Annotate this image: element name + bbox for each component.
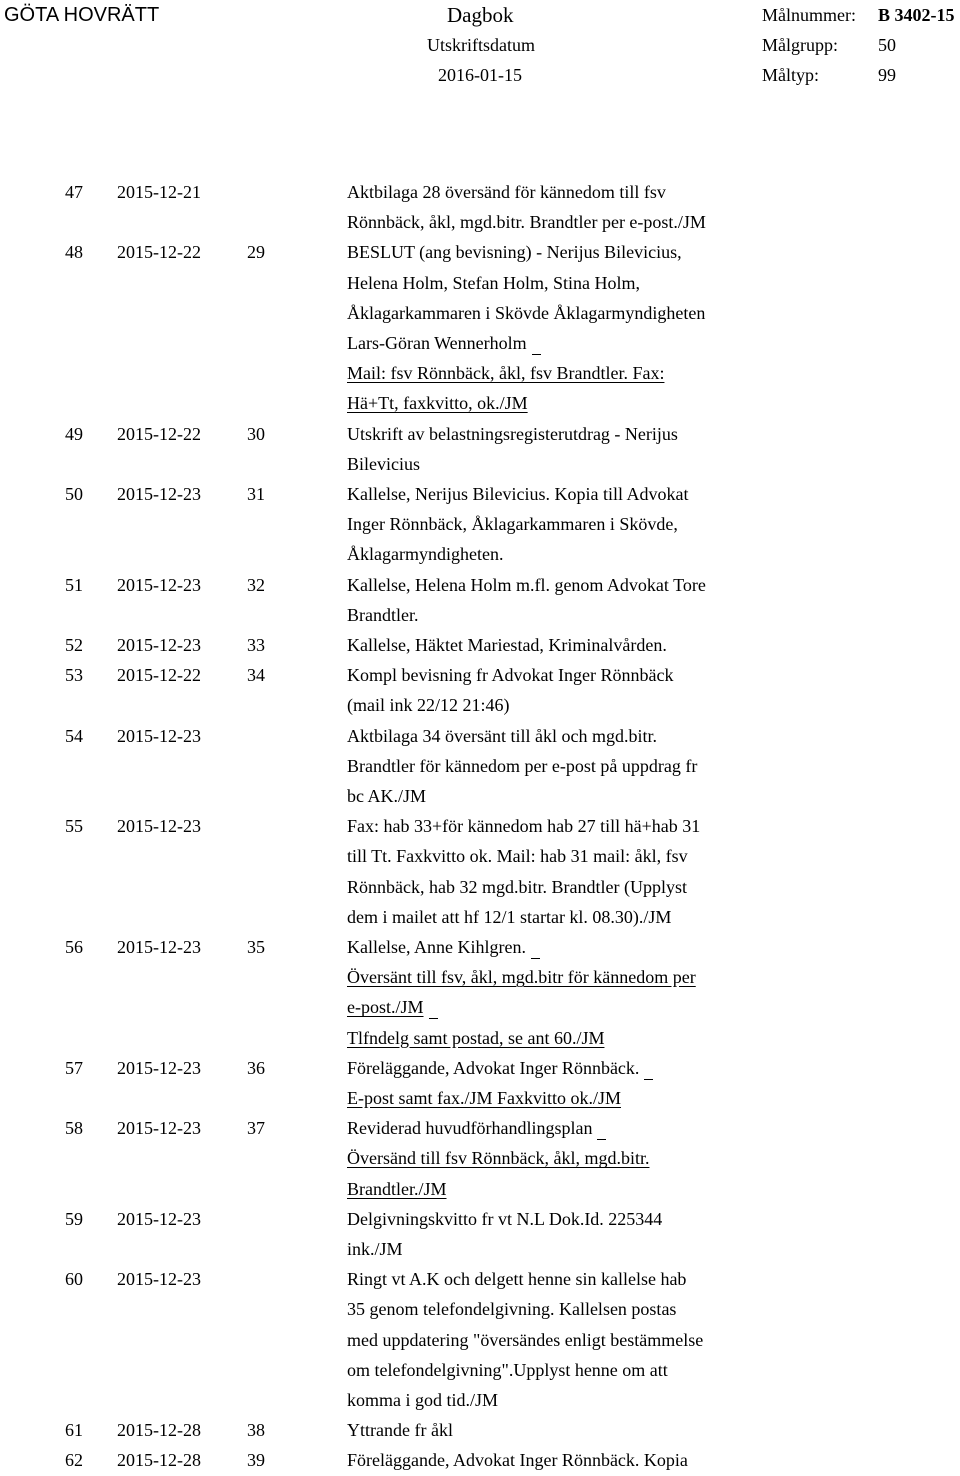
entry-number: 54 — [65, 725, 83, 746]
entry-number: 57 — [65, 1057, 83, 1078]
underline-mark — [429, 1018, 438, 1019]
entry-text-line — [347, 936, 540, 959]
entry-text: Översänt till fsv, åkl, mgd.bitr för kännedom per — [347, 967, 696, 988]
entry-date: 2015-12-23 — [117, 1208, 201, 1229]
entry-number: 62 — [65, 1450, 83, 1471]
entry-text: Kallelse, Nerijus Bilevicius. Kopia till Advokat — [347, 484, 689, 504]
court-name: GÖTA HOVRÄTT — [4, 4, 160, 26]
entry-exhibit-number: 35 — [247, 937, 265, 957]
entry-date: 2015-12-21 — [117, 182, 201, 202]
entry-text-line — [347, 845, 688, 867]
entry-text-line — [347, 966, 696, 988]
entry-text-line — [347, 392, 528, 414]
entry-text-line — [347, 694, 509, 716]
entry-exhibit-number: 39 — [247, 1450, 265, 1471]
entry-number: 49 — [65, 423, 83, 444]
entry-text-line — [347, 906, 671, 928]
entry-text-line — [347, 634, 667, 656]
entry-text-line — [347, 876, 687, 898]
entry-exhibit-number: 37 — [247, 1118, 265, 1139]
entry-text-line — [347, 423, 678, 445]
entry-text-line — [347, 302, 705, 324]
entry-text-line — [347, 362, 664, 384]
entry-date: 2015-12-23 — [117, 1269, 201, 1290]
case-group-label: Målgrupp: — [762, 35, 838, 55]
entry-text: om telefondelgivning".Upplyst henne om att — [347, 1359, 668, 1380]
entry-text-line — [347, 1087, 621, 1109]
entry-exhibit-number: 33 — [247, 635, 265, 655]
entry-number: 56 — [65, 937, 83, 957]
entry-text-line — [347, 453, 420, 475]
entry-text-line — [347, 1208, 662, 1230]
entry-text: e-post./JM — [347, 997, 424, 1018]
entry-text-line — [347, 1268, 686, 1290]
entry-text: Lars-Göran Wennerholm — [347, 333, 527, 353]
entry-text: ink./JM — [347, 1239, 403, 1259]
underline-mark — [531, 958, 540, 959]
entry-number: 53 — [65, 665, 83, 686]
entry-text-line — [347, 543, 503, 565]
entry-text-line — [347, 211, 706, 233]
entry-text: Rönnbäck, hab 32 mgd.bitr. Brandtler (Upplyst — [347, 876, 687, 897]
entry-text: Yttrande fr åkl — [347, 1420, 453, 1441]
underline-mark — [644, 1079, 653, 1080]
case-type-label: Måltyp: — [762, 65, 819, 85]
entry-text: Ringt vt A.K och delgett henne sin kallelse hab — [347, 1269, 687, 1290]
entry-text: Aktbilaga 34 översänt till åkl och mgd.bitr. — [347, 725, 657, 746]
entry-text: Åklagarmyndigheten. — [347, 544, 504, 565]
entry-text: Bilevicius — [347, 453, 420, 474]
entry-text-line — [347, 785, 426, 807]
entry-text-line — [347, 755, 697, 777]
case-group: 50 — [878, 35, 896, 55]
entry-text: Översänd till fsv Rönnbäck, åkl, mgd.bitr. — [347, 1148, 650, 1169]
entry-date: 2015-12-23 — [117, 816, 201, 837]
entry-exhibit-number: 36 — [247, 1057, 265, 1078]
entry-date: 2015-12-22 — [117, 665, 201, 686]
entry-text-line — [347, 1359, 668, 1381]
entry-text: Rönnbäck, åkl, mgd.bitr. Brandtler per e-post./JM — [347, 212, 706, 233]
entry-text: Tlfndelg samt postad, se ant 60./JM — [347, 1027, 605, 1048]
entry-text: E-post samt fax./JM Faxkvitto ok./JM — [347, 1088, 621, 1108]
entry-date: 2015-12-23 — [117, 484, 201, 504]
entry-text-line — [347, 513, 678, 535]
entry-date: 2015-12-28 — [117, 1420, 201, 1441]
entry-text: Kompl bevisning fr Advokat Inger Rönnbäck — [347, 665, 674, 686]
entry-text-line — [347, 725, 657, 747]
entry-number: 47 — [65, 182, 83, 202]
entry-number: 60 — [65, 1269, 83, 1290]
entry-text-line — [347, 1389, 498, 1411]
printout-date-label: Utskriftsdatum — [427, 35, 535, 55]
entry-number: 51 — [65, 574, 83, 595]
entry-text: komma i god tid./JM — [347, 1390, 499, 1410]
entry-number: 48 — [65, 242, 83, 263]
entry-text-line — [347, 483, 688, 505]
underline-mark — [532, 354, 541, 355]
entry-text: till Tt. Faxkvitto ok. Mail: hab 31 mail: åkl, fsv — [347, 846, 688, 867]
entry-text-line — [347, 604, 418, 626]
entry-date: 2015-12-22 — [117, 242, 201, 263]
entry-text: Kallelse, Häktet Mariestad, Kriminalvården. — [347, 635, 667, 655]
entry-number: 61 — [65, 1420, 83, 1441]
entry-text: Utskrift av belastningsregisterutdrag - Nerijus — [347, 423, 678, 444]
entry-text-line — [347, 332, 541, 355]
entry-exhibit-number: 31 — [247, 484, 265, 504]
entry-number: 58 — [65, 1118, 83, 1139]
entry-text: Helena Holm, Stefan Holm, Stina Holm, — [347, 272, 640, 293]
entry-date: 2015-12-23 — [117, 937, 201, 957]
entry-text-line — [347, 1117, 606, 1140]
entry-number: 59 — [65, 1208, 83, 1229]
entry-text: Brandtler. — [347, 604, 419, 625]
entry-text-line — [347, 272, 640, 294]
entry-text: bc AK./JM — [347, 786, 427, 806]
entry-date: 2015-12-23 — [117, 725, 201, 746]
entry-text-line — [347, 996, 438, 1019]
entry-date: 2015-12-23 — [117, 1118, 201, 1139]
entry-text: Mail: fsv Rönnbäck, åkl, fsv Brandtler. Fax: — [347, 363, 665, 384]
case-number-label: Målnummer: — [762, 5, 856, 25]
entry-text-line — [347, 815, 700, 837]
entry-text: Åklagarkammaren i Skövde Åklagarmyndigheten — [347, 302, 706, 323]
entry-text-line — [347, 1449, 688, 1471]
entry-text: (mail ink 22/12 21:46) — [347, 695, 510, 716]
underline-mark — [597, 1139, 606, 1140]
entry-text: Föreläggande, Advokat Inger Rönnbäck. Kopia — [347, 1450, 688, 1471]
entry-date: 2015-12-22 — [117, 423, 201, 444]
entry-exhibit-number: 30 — [247, 423, 265, 444]
entry-text-line — [347, 1298, 676, 1320]
entry-text: med uppdatering "översändes enligt bestämmelse — [347, 1329, 704, 1350]
entry-text-line — [347, 1238, 403, 1260]
document-type: Dagbok — [447, 3, 514, 27]
entry-text: 35 genom telefondelgivning. Kallelsen postas — [347, 1299, 677, 1320]
entry-text-line — [347, 664, 673, 686]
entry-text-line — [347, 574, 706, 596]
entry-text: dem i mailet att hf 12/1 startar kl. 08.30)./JM — [347, 906, 672, 927]
entry-exhibit-number: 32 — [247, 574, 265, 595]
entry-number: 52 — [65, 635, 83, 655]
entry-text: Kallelse, Anne Kihlgren. — [347, 937, 526, 957]
entry-number: 55 — [65, 816, 83, 837]
entry-exhibit-number: 34 — [247, 665, 265, 686]
entry-text: Föreläggande, Advokat Inger Rönnbäck. — [347, 1057, 640, 1078]
entry-text: Inger Rönnbäck, Åklagarkammaren i Skövde, — [347, 514, 678, 535]
entry-text-line — [347, 181, 666, 203]
entry-text-line — [347, 1057, 653, 1080]
entry-text: Delgivningskvitto fr vt N.L Dok.Id. 225344 — [347, 1208, 663, 1229]
entry-text: Kallelse, Helena Holm m.fl. genom Advokat Tore — [347, 574, 706, 595]
entry-date: 2015-12-28 — [117, 1450, 201, 1471]
entry-exhibit-number: 29 — [247, 242, 265, 263]
entry-date: 2015-12-23 — [117, 1057, 201, 1078]
entry-text: Aktbilaga 28 översänd för kännedom till fsv — [347, 182, 666, 202]
entry-exhibit-number: 38 — [247, 1420, 265, 1441]
entry-text: BESLUT (ang bevisning) - Nerijus Bilevicius, — [347, 242, 682, 263]
case-number: B 3402-15 — [878, 5, 955, 25]
entry-text-line — [347, 1178, 447, 1200]
entry-text-line — [347, 1147, 649, 1169]
entry-date: 2015-12-23 — [117, 574, 201, 595]
entry-text-line — [347, 1027, 604, 1049]
entry-text: Hä+Tt, faxkvitto, ok./JM — [347, 393, 528, 414]
entry-text: Reviderad huvudförhandlingsplan — [347, 1118, 593, 1139]
entry-number: 50 — [65, 484, 83, 504]
entry-text-line — [347, 1419, 453, 1441]
entry-text: Brandtler./JM — [347, 1178, 447, 1199]
case-type: 99 — [878, 65, 896, 85]
entry-date: 2015-12-23 — [117, 635, 201, 655]
entry-text: Brandtler för kännedom per e-post på uppdrag fr — [347, 755, 698, 776]
entry-text-line — [347, 1329, 703, 1351]
entry-text-line — [347, 241, 682, 263]
printout-date: 2016-01-15 — [438, 65, 522, 85]
entry-text: Fax: hab 33+för kännedom hab 27 till hä+hab 31 — [347, 816, 701, 837]
